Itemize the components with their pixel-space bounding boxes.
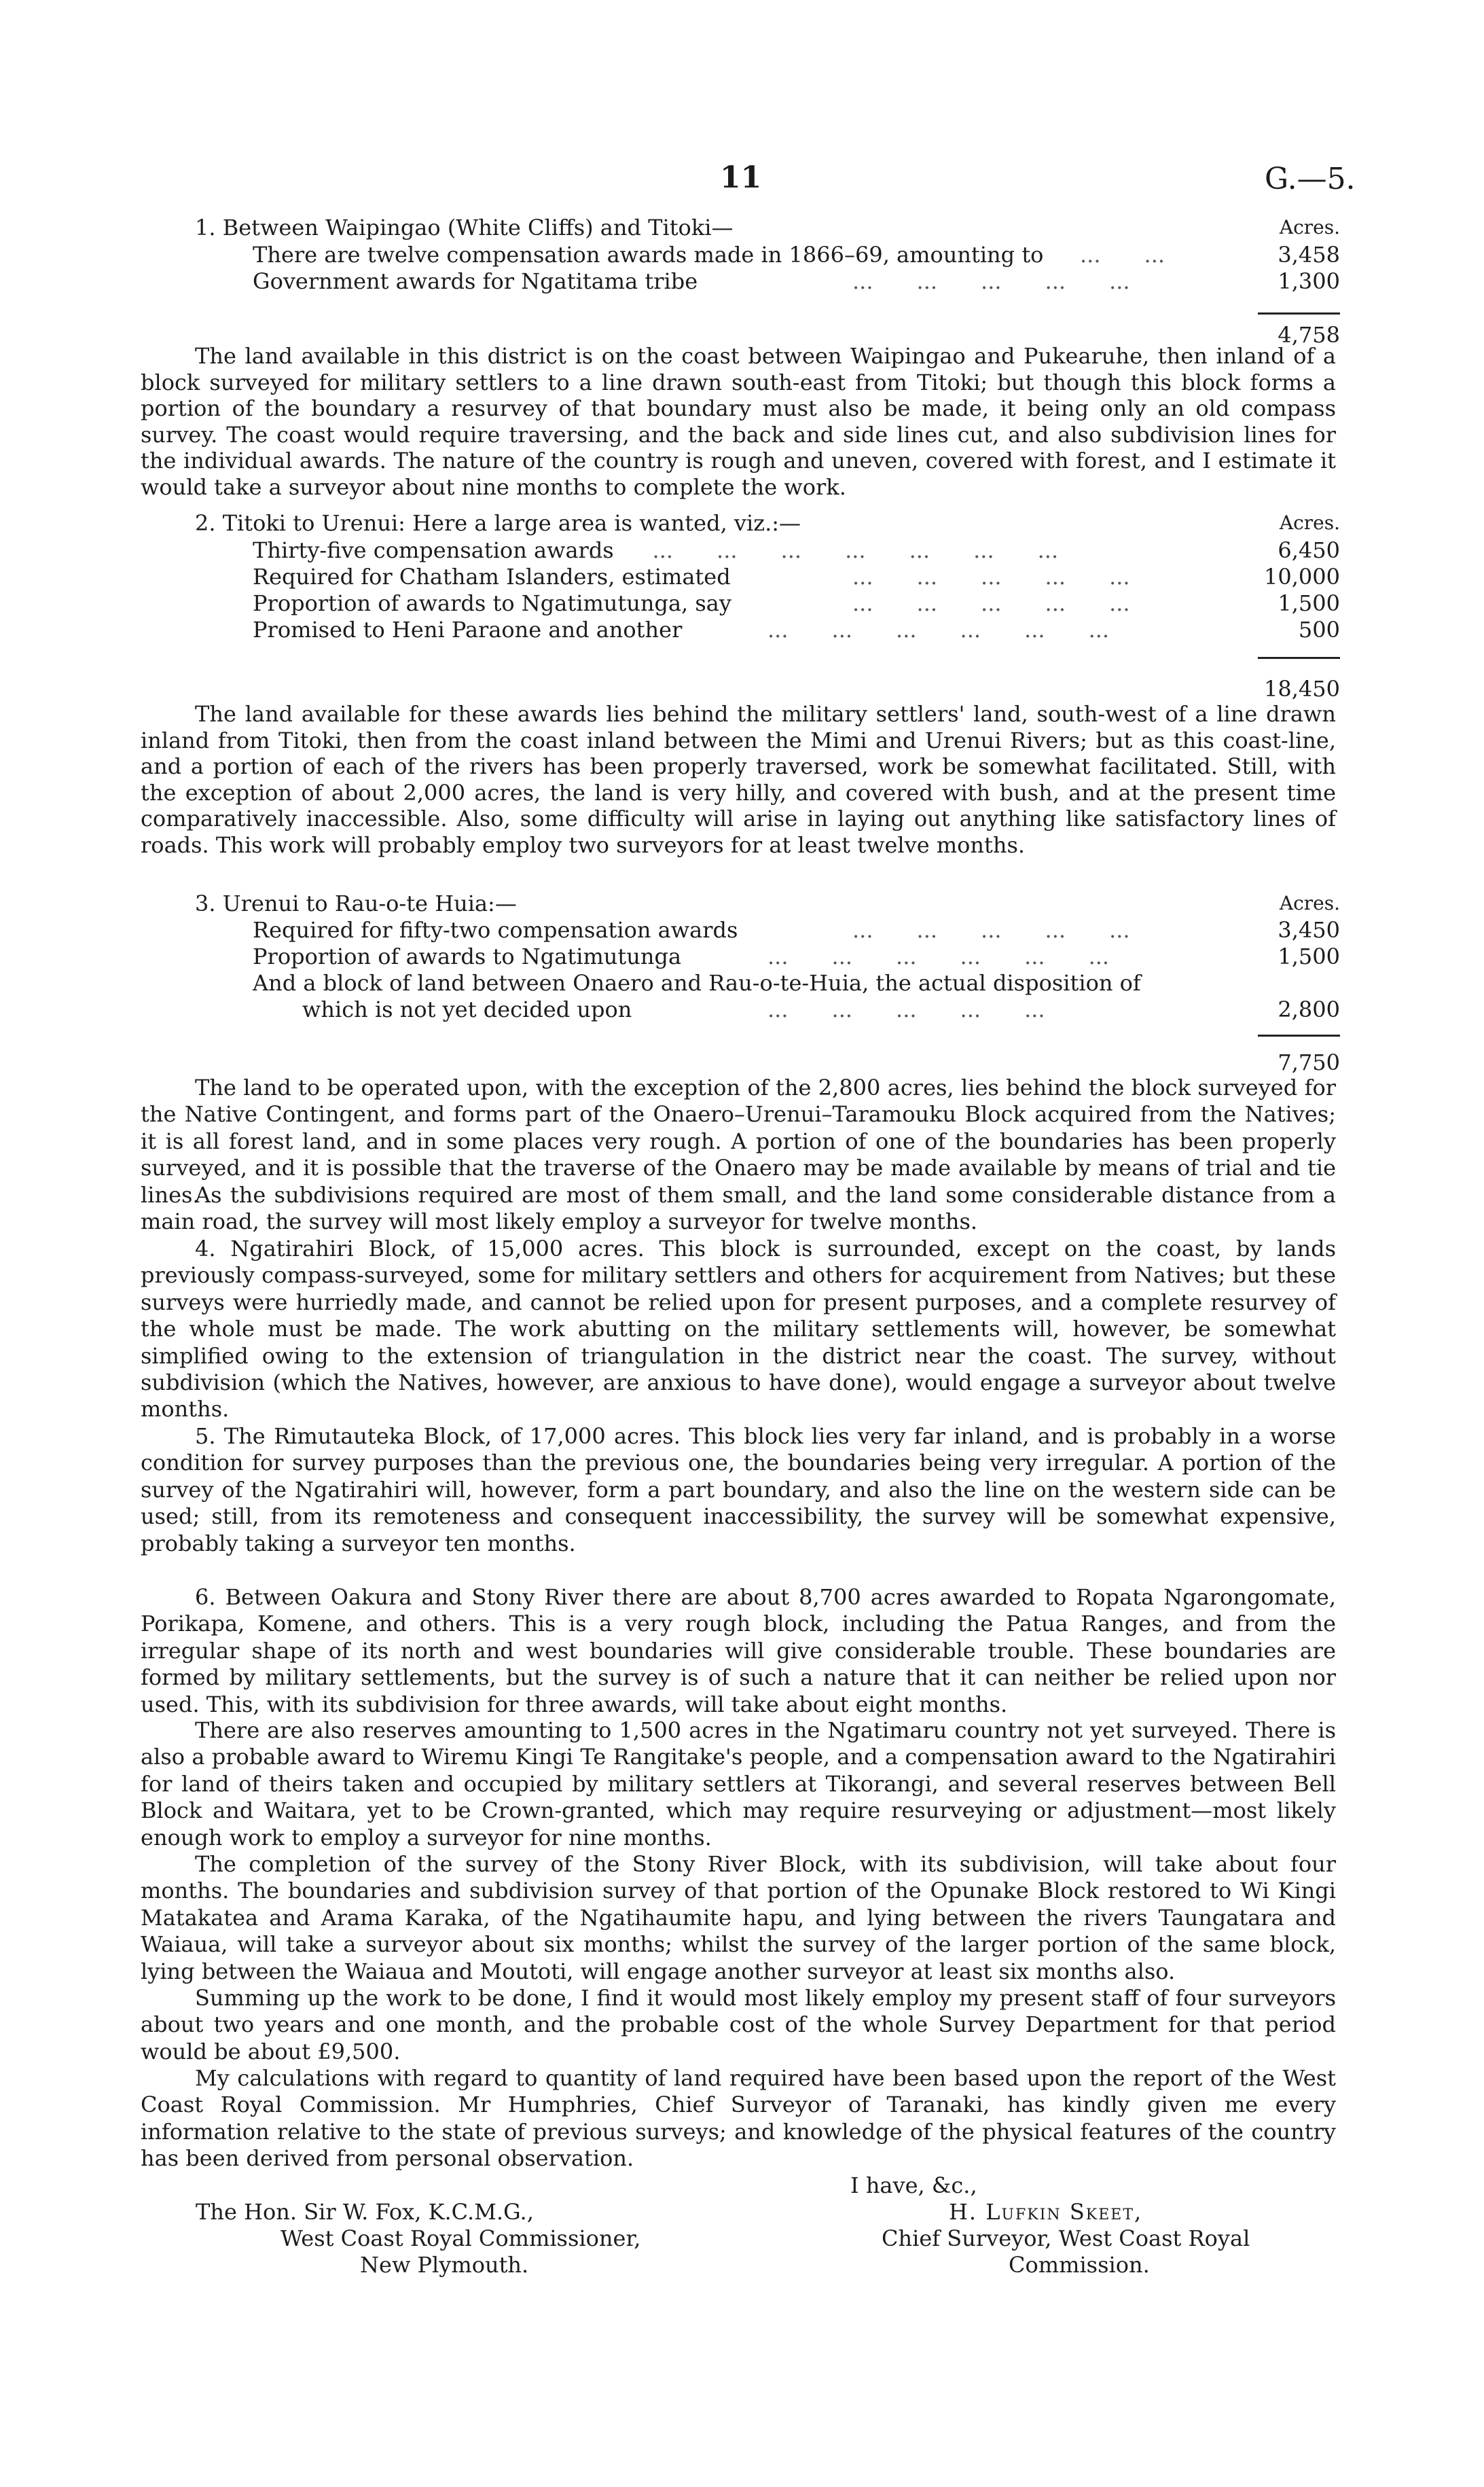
dot-leaders: ... ... ... ... ... <box>767 997 1045 1022</box>
dot-leaders: ... ... ... ... ... ... ... ... <box>588 537 1059 563</box>
section-heading: 1. Between Waipingao (White Cliffs) and Titoki— <box>195 215 734 240</box>
paragraph: 6. Between Oakura and Stony River there are about 8,700 acres awarded to Ropata Ngarongomate, Porikapa, Komene, and others. This is a very rough block, including the Patua Ranges, and from the irregular shape of its north and west boundaries will give considerable trouble. These boundaries are formed by military settlements, but the survey is of such a nature that it can neither be relied upon nor used. This, with its subdivision for three awards, will take about eight months. <box>141 1584 1336 1717</box>
paragraph: As the subdivisions required are most of them small, and the land some considerable distance from a main road, the survey will most likely employ a surveyor for twelve months. <box>141 1182 1336 1235</box>
paragraph: The completion of the survey of the Stony River Block, with its subdivision, will take about four months. The boundaries and subdivision survey of that portion of the Opunake Block restored to Wi Kingi Matakatea and Arama Karaka, of the Ngatihaumite hapu, and lying between the rivers Taungatara and Waiaua, will take a surveyor about six months; whilst the survey of the larger portion of the same block, lying between the Waiaua and Moutoti, will engage another surveyor at least six months also. <box>141 1851 1336 1984</box>
addressee-name: The Hon. Sir W. Fox, K.C.M.G., <box>196 2199 534 2225</box>
paragraph: My calculations with regard to quantity of land required have been based upon the report of the West Coast Royal Commission. Mr Humphries, Chief Surveyor of Taranaki, has kindly given me every information relative to the state of previous surveys; and knowledge of the physical features of the country has been derived from personal observation. <box>141 2065 1336 2172</box>
addressee-location: New Plymouth. <box>360 2252 529 2278</box>
table-row-label: Proportion of awards to Ngatimutunga, say <box>253 590 731 616</box>
table-row-value: 500 <box>1298 617 1340 643</box>
section-heading: 3. Urenui to Rau-o-te Huia:— <box>195 891 517 916</box>
table-row-label: Promised to Heni Paraone and another <box>253 617 683 643</box>
signatory-name: H. Lufkin Skeet, <box>949 2199 1143 2225</box>
table-row-value: 6,450 <box>1278 537 1340 563</box>
paragraph: The land available for these awards lies behind the military settlers' land, south-west of a line drawn inland from Titoki, then from the coast inland between the Mimi and Urenui Rivers; but as this coast-line, and a portion of each of the rivers has been properly traversed, work be somewhat facilitated. Still, with the exception of about 2,000 acres, the land is very hilly, and covered with bush, and at the present time comparatively inaccessible. Also, some difficulty will arise in laying out anything like satisfactory lines of roads. This work will probably employ two surveyors for at least twelve months. <box>141 701 1336 858</box>
table-row-value: 1,500 <box>1278 944 1340 969</box>
signatory-title: Chief Surveyor, West Coast Royal <box>882 2225 1250 2251</box>
table-row-label: There are twelve compensation awards made in 1866–69, amounting to <box>253 242 1044 268</box>
unit-header: Acres. <box>1279 892 1340 914</box>
table-row-label-continued: which is not yet decided upon <box>302 997 632 1022</box>
unit-header: Acres. <box>1279 216 1340 238</box>
dot-leaders: ... ... ... ... ... <box>852 564 1130 590</box>
paragraph: The land to be operated upon, with the exception of the 2,800 acres, lies behind the block surveyed for the Native Contingent, and forms part of the Onaero–Urenui–Taramouku Block acquired from the Natives; it is all forest land, and in some places very rough. A portion of one of the boundaries has been properly surveyed, and it is possible that the traverse of the Onaero may be made available by means of trial and tie lines. <box>141 1075 1336 1208</box>
sum-rule <box>1258 312 1340 315</box>
dot-leaders: ... ... ... ... ... ... <box>767 617 1110 643</box>
dot-leaders: ... ... <box>1080 242 1165 268</box>
paragraph: 4. Ngatirahiri Block, of 15,000 acres. This block is surrounded, except on the coast, by lands previously compass-surveyed, some for military settlers and others for acquirement from Natives; but these surveys were hurriedly made, and cannot be relied upon for present purposes, and a complete resurvey of the whole must be made. The work abutting on the military settlements will, however, be somewhat simplified owing to the extension of triangulation in the district near the coast. The survey, without subdivision (which the Natives, however, are anxious to have done), would engage a surveyor about twelve months. <box>141 1236 1336 1423</box>
signatory-title-continued: Commission. <box>1009 2252 1150 2278</box>
table-row-value: 1,500 <box>1278 590 1340 616</box>
table-row-value: 3,458 <box>1278 242 1340 268</box>
dot-leaders: ... ... ... ... ... ... <box>767 944 1110 969</box>
table-total: 4,758 <box>1278 322 1340 348</box>
table-row-label: And a block of land between Onaero and Rau-o-te-Huia, the actual disposition of <box>253 970 1141 996</box>
dot-leaders: ... ... ... ... ... <box>852 917 1130 943</box>
unit-header: Acres. <box>1279 512 1340 534</box>
table-row-label: Government awards for Ngatitama tribe <box>253 268 698 294</box>
sum-rule <box>1258 657 1340 659</box>
sum-rule <box>1258 1035 1340 1037</box>
dot-leaders: ... ... ... ... ... <box>852 268 1130 294</box>
table-row-value: 3,450 <box>1278 917 1340 943</box>
document-reference: G.—5. <box>1265 162 1356 196</box>
table-total: 18,450 <box>1264 676 1340 702</box>
table-row-value: 10,000 <box>1264 564 1340 590</box>
table-row-label: Required for Chatham Islanders, estimated <box>253 564 731 590</box>
salutation: I have, &c., <box>850 2172 977 2198</box>
paragraph: The land available in this district is on the coast between Waipingao and Pukearuhe, then inland of a block surveyed for military settlers to a line drawn south-east from Titoki; but though this block forms a portion of the boundary a resurvey of that boundary must also be made, it being only an old compass survey. The coast would require traversing, and the back and side lines cut, and also subdivision lines for the individual awards. The nature of the country is rough and uneven, covered with forest, and I estimate it would take a surveyor about nine months to complete the work. <box>141 343 1336 500</box>
paragraph: Summing up the work to be done, I find it would most likely employ my present staff of four surveyors about two years and one month, and the probable cost of the whole Survey Department for that period would be about £9,500. <box>141 1985 1336 2064</box>
table-row-label: Proportion of awards to Ngatimutunga <box>253 944 682 969</box>
table-total: 7,750 <box>1278 1050 1340 1075</box>
addressee-title: West Coast Royal Commissioner, <box>280 2225 641 2251</box>
section-heading: 2. Titoki to Urenui: Here a large area is wanted, viz.:— <box>195 510 801 536</box>
table-row-value: 2,800 <box>1278 997 1340 1022</box>
dot-leaders: ... ... ... ... ... <box>852 590 1130 616</box>
page-number: 11 <box>720 160 762 195</box>
table-row-label: Thirty-five compensation awards <box>253 537 614 563</box>
table-row-label: Required for fifty-two compensation awards <box>253 917 738 943</box>
paragraph: There are also reserves amounting to 1,500 acres in the Ngatimaru country not yet surveyed. There is also a probable award to Wiremu Kingi Te Rangitake's people, and a compensation award to the Ngatirahiri for land of theirs taken and occupied by military settlers at Tikorangi, and several reserves between Bell Block and Waitara, yet to be Crown-granted, which may require resurveying or adjustment—most likely enough work to employ a surveyor for nine months. <box>141 1717 1336 1850</box>
paragraph: 5. The Rimutauteka Block, of 17,000 acres. This block lies very far inland, and is probably in a worse condition for survey purposes than the previous one, the boundaries being very irregular. A portion of the survey of the Ngatirahiri will, however, form a part boundary, and also the line on the western side can be used; still, from its remoteness and consequent inaccessibility, the survey will be somewhat expensive, probably taking a surveyor ten months. <box>141 1423 1336 1556</box>
table-row-value: 1,300 <box>1278 268 1340 294</box>
